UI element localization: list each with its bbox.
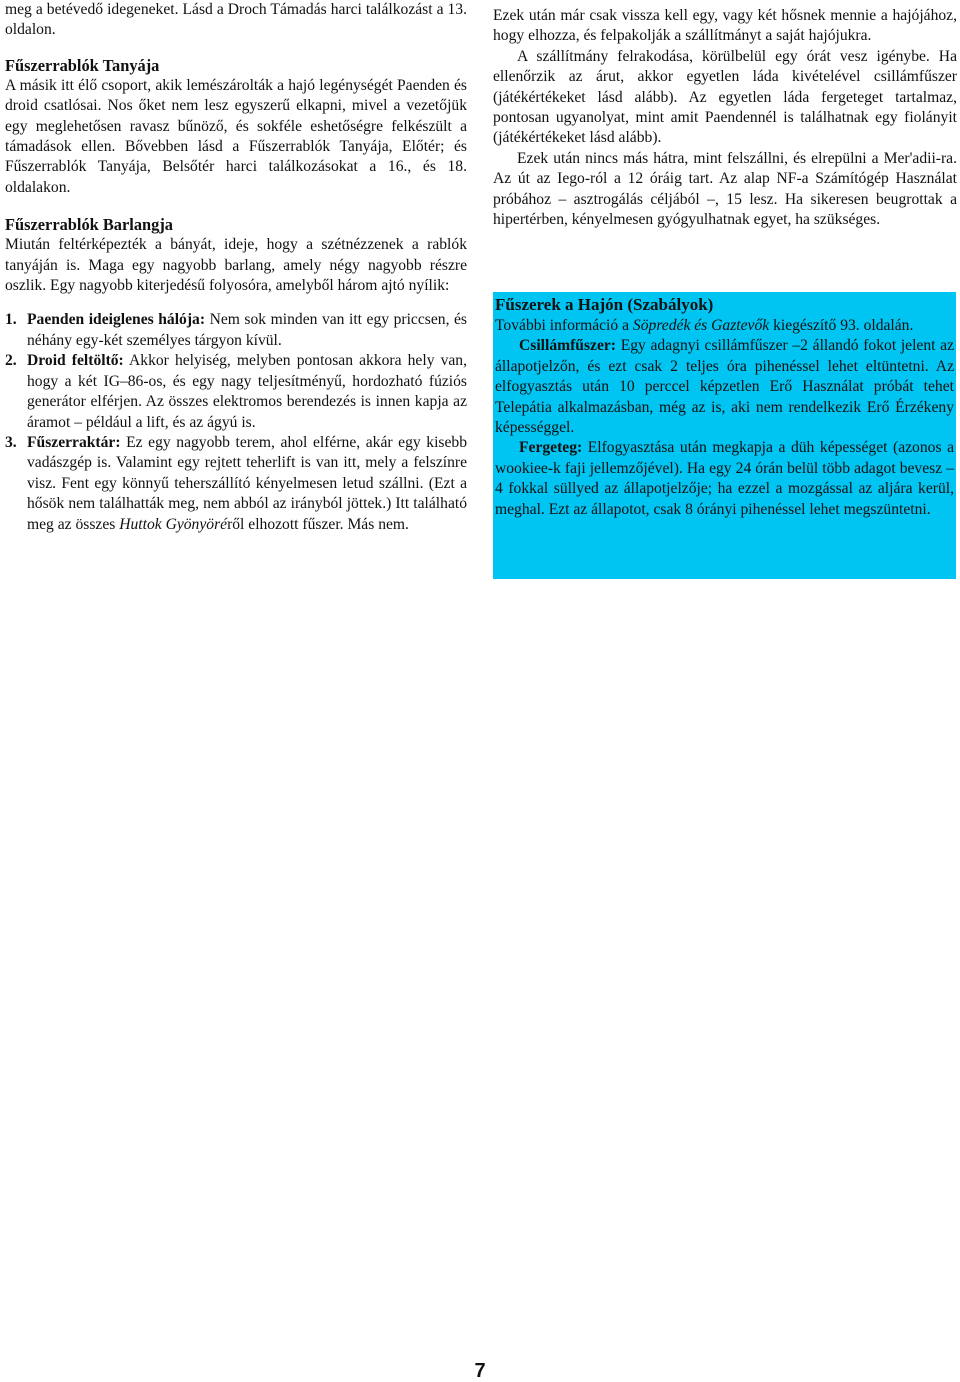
list-item-text: [27, 351, 467, 433]
section-title-tanyaja: Fűszerrablók Tanyája: [5, 55, 160, 75]
list-item-body-end: ről elhozott fűszer. Más nem.: [227, 515, 409, 533]
fergeteg-label: Fergeteg:: [519, 439, 583, 457]
rules-box-intro: [495, 316, 954, 336]
tanyaja-paragraph: A másik itt élő csoport, akik lemészárolták a hajó legénységét Paenden és droid csatlósai. Nos őket nem lesz egyszerű elkapni, mivel a vezetőjük egy meglehetősen ravasz bűnöző, és sokféle eshetőségre felkészült a támadások ellen. Bővebben lásd a Fűszerrablók Tanyája, Előtér; és Fűszerrablók Tanyája, Belsőtér harci találkozásokat a 16., és 18. oldalakon.: [5, 76, 467, 196]
section-title-barlangja: Fűszerrablók Barlangja: [5, 215, 173, 235]
list-item: [5, 433, 467, 535]
fergeteg-text: Elfogyasztása után megkapja a düh képességet (azonos a wookiee-k faji jellemzőjével). Ha egy 24 órán belül több adagot bevesz –4 fokkal süllyed az állapotjelzője; ha ezzel a mozgással az aljára kerül, meghal. Ezt az állapotot, csak 8 órányi pihenéssel lehet megszüntetni.: [495, 439, 954, 518]
left-column: [5, 0, 467, 535]
list-item-label: Fűszerraktár:: [27, 433, 121, 451]
intro-paragraph: meg a betévedő idegeneket. Lásd a Droch Támadás harci találkozást a 13. oldalon.: [5, 1, 467, 39]
csillamfuszer-label: Csillámfűszer:: [519, 337, 617, 355]
list-item-number: 2.: [5, 352, 17, 370]
right-paragraph-3: Ezek után nincs más hátra, mint felszállni, és elrepülni a Mer'adii-ra. Az út az Iego-ról a 12 óráig tart. Az alap NF-a Számítógép Használat próbához – asztrogálás céljából –, 15 lesz. Ha sikeresen beugrottak a hipertérben, kényelmesen gyógyulhatnak egyet, ha szükséges.: [493, 149, 957, 229]
list-item-label: Droid feltöltő:: [27, 352, 124, 370]
page-number: 7: [474, 1360, 486, 1382]
barlangja-paragraph: Miután feltérképezték a bányát, ideje, hogy a szétnézzenek a rablók tanyáján is. Maga egy nagyobb barlang, amely négy nagyobb részre oszlik. Egy nagyobb kiterjedésű folyosóra, amelyből három ajtó nyílik:: [5, 236, 467, 295]
list-item-body: Akkor helyiség, melyben pontosan akkora hely van, hogy a két IG–86-os, és egy nagy teljesítményű, hordozható fúziós generátor elférjen. Az összes elektromos berendezés is innen kapja az áramot – például a lift, és az ágyú is.: [27, 352, 468, 431]
rules-box-title: Fűszerek a Hajón (Szabályok): [495, 295, 714, 314]
list-item-text: [27, 433, 467, 535]
right-paragraph-2: A szállítmány felrakodása, körülbelül egy órát vesz igénybe. Ha ellenőrzik az árut, akkor egyetlen láda kivételével csillámfűszer (játékértékeket lásd alább). Az egyetlen láda fergeteget tartalmaz, pontosan ugyanolyat, mint amit Paendennél is találhatnak egy fiolányit (játékértékeket lásd alább).: [493, 47, 957, 147]
list-item: [5, 351, 467, 433]
right-column: [493, 6, 957, 230]
rules-box: [493, 292, 956, 579]
rules-box-intro-start: További információ a: [495, 317, 633, 334]
rules-box-fergeteg: [495, 438, 954, 520]
list-item-body: Ez egy nagyobb terem, ahol elférne, akár egy kisebb vadászgép is. Valamint egy rejtett teherlift is van itt, mely a felszínre visz. Fent egy könnyű teherszállító kényelmesen letud szállni. (Ezt a hősök nem találhatták meg, nem abból az irányból jöttek.) Itt található meg az összes: [27, 433, 467, 533]
list-item-body: Nem sok minden van itt egy priccsen, és néhány egy-két személyes tárgyon kívül.: [27, 311, 467, 349]
rules-box-intro-italic: Söpredék és Gaztevők: [632, 317, 770, 334]
right-paragraph-1: Ezek után már csak vissza kell egy, vagy két hősnek mennie a hajójához, hogy elhozza, és felpakolják a szállítmányt a saját hajójukra.: [493, 7, 957, 45]
list-item-number: 1.: [5, 311, 17, 329]
list-item-text: [27, 310, 467, 351]
list-item-italic: Huttok Gyönyöré: [119, 515, 228, 533]
csillamfuszer-text: Egy adagnyi csillámfűszer –2 állandó fokot jelent az állapotjelzőn, és ezt csak 2 teljes óra pihenéssel lehet eltüntetni. Az elfogyasztás után 10 perccel képzetlen Erő Használat próbát tehet Telepátia alkalmazásban, még az is, aki nem rendelkezik Erő Érzékeny képességgel.: [495, 337, 954, 437]
list-item-number: 3.: [5, 433, 17, 451]
rules-box-intro-end: kiegészítő 93. oldalán.: [769, 317, 914, 334]
list-item-label: Paenden ideiglenes hálója:: [27, 311, 206, 329]
rules-box-csillamfuszer: [495, 336, 954, 438]
list-item: [5, 310, 467, 351]
